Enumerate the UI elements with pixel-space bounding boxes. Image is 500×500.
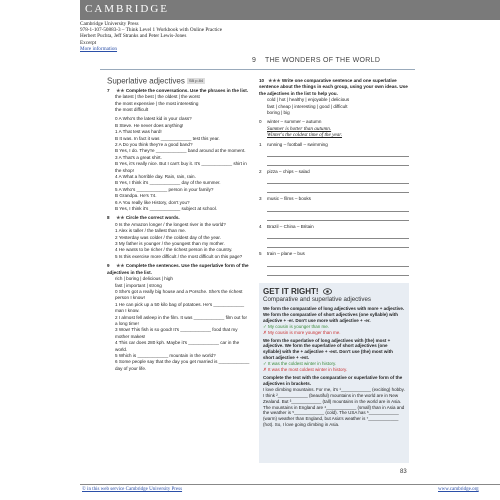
exercise-9-items xyxy=(107,289,250,372)
meta-line: 978-1-107-50883-3 – Think Level 1 Workbook with Online Practice xyxy=(80,27,223,34)
list-item: 4 A What a horrible day. Rain, rain, rain. xyxy=(115,174,196,179)
unit-number: 9 xyxy=(252,57,256,64)
list-item: 3 My father is younger / the youngest than my mother. xyxy=(115,241,225,247)
list-item: B Grandpa. He's 74. xyxy=(115,193,157,199)
section-ref: SB p.84 xyxy=(188,78,204,83)
exercise-number: 10 xyxy=(259,78,265,83)
list-item xyxy=(259,224,409,230)
item-number: 3 xyxy=(259,196,262,202)
item-number: 5 xyxy=(259,251,262,257)
unit-title: THE WONDERS OF THE WORLD xyxy=(265,57,381,64)
list-item: B Yes, I think it's ____________ subject at school. xyxy=(115,206,218,212)
word-list xyxy=(115,276,250,289)
item-prompt: pizza – chips – salad xyxy=(267,169,310,175)
list-item: 3 A That's a great shirt. xyxy=(115,154,162,160)
item-prompt: music – films – books xyxy=(267,196,311,202)
phrase-list-line: the most expensive | the most interesting xyxy=(115,100,199,106)
list-item: 5 Is this exercise more difficult / the most difficult on this page? xyxy=(115,253,243,259)
more-info-link[interactable]: More information xyxy=(80,45,118,52)
item-prompt: train – plane – bus xyxy=(267,251,305,257)
list-item: 4 This car does 280 kph. Maybe it's ____________ car in the world. xyxy=(115,340,240,352)
exercise-10-heading xyxy=(259,78,409,97)
right-column xyxy=(259,78,409,276)
word-list-line: fast | cheap | interesting | good | difficult xyxy=(267,103,348,109)
difficulty-stars: ★★ xyxy=(116,215,125,221)
left-column xyxy=(107,78,250,372)
exercise-number: 9 xyxy=(107,263,110,269)
item-prompt: winter – summer – autumn xyxy=(267,119,322,125)
box-title-text: GET IT RIGHT! xyxy=(263,287,319,296)
exercise-number: 7 xyxy=(107,87,110,93)
list-item: B Steve. He never does anything! xyxy=(115,122,184,128)
publisher-banner xyxy=(80,0,500,20)
item-prompt: running – football – swimming xyxy=(267,141,328,147)
answer-line[interactable] xyxy=(267,150,409,157)
incorrect-example: ✗ My cousin is more younger than me. xyxy=(263,329,341,335)
difficulty-stars: ★★ xyxy=(116,87,125,93)
gap-fill-text: I love climbing mountains. For me, it's ¹____________ (exciting) hobby. I think ²____________ (beautiful) mountains in the world are in New Zealand. But ³____________ (tall) mountains in the world are in Asia. The mountains in England are ⁴____________ (small) than in Asia and the weather is ⁵____________ (cold). The USA has ⁶____________ (warm) weather than England, but Asia's weather is ⁷____________ (hot). So, I love going climbing in Asia. xyxy=(263,386,405,428)
list-item xyxy=(259,169,409,175)
rule-paragraph: We form the superlative of long adjectives with (the) most + adjective. We form the superlative of short adjectives (one syllable) with the + adjective + -est. Don't use (the) most with short adjective + -est. xyxy=(263,337,393,361)
list-item: 0 A Who's the latest kid in your class? xyxy=(115,116,192,122)
word-list-line: boring | big xyxy=(267,110,290,116)
exercise-number: 8 xyxy=(107,215,110,221)
list-item xyxy=(259,251,409,257)
copyright-link[interactable]: © in this web service Cambridge University Press xyxy=(82,487,183,492)
box-body xyxy=(259,303,409,431)
list-item: B Yes, it's really nice. But I can't buy it. It's ____________ shirt in the shop! xyxy=(115,161,247,173)
answer-line[interactable] xyxy=(267,232,409,239)
list-item: 6 Some people say that the day you get married is ____________ day of your life. xyxy=(115,359,250,371)
book-meta xyxy=(80,21,222,52)
box-title xyxy=(259,283,409,296)
list-item: 1 He can pick up a 50 kilo bag of potatoes. He's ____________ man I know. xyxy=(115,301,245,314)
exercise-instruction: Complete the conversations. Use the phrases in the list. xyxy=(125,87,249,93)
answer-line[interactable] xyxy=(267,159,409,166)
correct-example: ✓ It was the coldest winter in history. xyxy=(263,361,337,367)
difficulty-stars: ★★★ xyxy=(268,78,281,83)
answer-line[interactable] xyxy=(267,186,409,193)
list-item: 1 Alex is taller / the tallest than me. xyxy=(115,228,186,234)
meta-line: Excerpt xyxy=(80,39,97,46)
exercise-9-heading xyxy=(107,263,250,276)
answer-line[interactable] xyxy=(267,214,409,221)
unit-divider xyxy=(100,69,415,70)
rule-paragraph: We form the comparative of long adjectives with more + adjective. We form the comparative of short adjectives (one syllable) with adjective + -er. Don't use more with adjective + -er. xyxy=(263,306,405,323)
answer-line[interactable] xyxy=(267,269,409,276)
cambridge-logo: CAMBRIDGE xyxy=(85,3,170,15)
exercise-instruction: Write one comparative sentence and one superlative sentence about the things in each group, using your own ideas. Use the adjectives in the list to help you. xyxy=(259,78,408,96)
sample-answer: Summer is hotter than autumn. xyxy=(267,125,332,132)
eye-icon xyxy=(323,288,332,295)
section-title-text: Superlative adjectives xyxy=(107,76,185,86)
list-item: 0 Is the Amazon longer / the longest river in the world? xyxy=(115,221,226,227)
list-item: 3 Wow! This fish is so good! It's ____________ food that my mother makes! xyxy=(115,327,238,339)
item-number: 0 xyxy=(259,119,262,125)
incorrect-example: ✗ It was the most coldest winter in history. xyxy=(263,367,348,373)
list-item: 6 A You really like History, don't you? xyxy=(115,199,190,205)
answer-line[interactable] xyxy=(267,177,409,184)
answer-line[interactable] xyxy=(267,205,409,212)
phrase-list-line: the latest | the best | the oldest | the worst xyxy=(115,94,200,100)
answer-line[interactable] xyxy=(267,260,409,267)
list-item: 4 He wants to be richer / the richest person in the country. xyxy=(115,247,233,253)
footer-divider xyxy=(80,484,500,485)
word-list xyxy=(267,97,409,116)
list-item: B Yes, I think it's ____________ day of the summer. xyxy=(115,180,221,186)
difficulty-stars: ★★ xyxy=(116,263,125,269)
item-number: 2 xyxy=(259,169,262,175)
list-item: 5 Which is ____________ mountain in the world? xyxy=(115,352,216,358)
phrase-list-line: the most difficult xyxy=(115,106,149,112)
word-list-line: fast | important | strong xyxy=(115,282,162,288)
exercise-8-items xyxy=(107,222,250,260)
page-number: 83 xyxy=(400,469,407,475)
meta-line: Cambridge University Press xyxy=(80,21,139,27)
list-item: B Yes, I do. They're ____________ band around at the moment. xyxy=(115,148,246,154)
list-item: 5 A Who's ____________ person in your family? xyxy=(115,186,214,192)
exercise-instruction: Complete the sentences. Use the superlative form of the adjectives in the list. xyxy=(107,263,249,275)
list-item xyxy=(259,196,409,202)
list-item: B It was. In fact it was ____________ test this year. xyxy=(115,135,220,141)
item-number: 4 xyxy=(259,223,262,229)
website-link[interactable]: www.cambridge.org xyxy=(438,487,479,492)
list-item: 2 Yesterday was colder / the coldest day of the year. xyxy=(115,234,221,240)
exercise-instruction: Circle the correct words. xyxy=(125,215,180,221)
list-item xyxy=(259,142,409,148)
item-prompt: Brazil – China – Britain xyxy=(267,223,314,229)
get-it-right-box xyxy=(259,283,409,463)
section-title xyxy=(107,78,250,85)
phrase-list xyxy=(115,94,250,113)
word-list-line: cold | hot | healthy | enjoyable | delicious xyxy=(267,97,350,103)
answer-line[interactable] xyxy=(267,241,409,248)
exercise-7-items xyxy=(107,116,250,212)
list-item: 1 A That test was hard! xyxy=(115,129,162,135)
list-item: 0 She's got a really big house and a Porsche. She's the richest person I know! xyxy=(115,288,243,301)
box-subtitle: Comparative and superlative adjectives xyxy=(263,296,371,303)
sample-answer: Winter's the coldest time of the year. xyxy=(267,132,343,139)
task-instruction: Complete the text with the comparative or superlative form of the adjectives in brackets. xyxy=(263,374,403,386)
list-item: 2 A Do you think they're a good band? xyxy=(115,141,193,147)
word-list-line: rich | boring | delicious | high xyxy=(115,276,173,282)
correct-example: ✓ My cousin is younger than me. xyxy=(263,323,330,329)
meta-line: Herbert Puchta, Jeff Stranks and Peter Lewis-Jones xyxy=(80,33,187,40)
list-item: 2 I almost fell asleep in the film. It was ____________ film out for a long time! xyxy=(115,314,248,326)
item-number: 1 xyxy=(259,141,262,147)
